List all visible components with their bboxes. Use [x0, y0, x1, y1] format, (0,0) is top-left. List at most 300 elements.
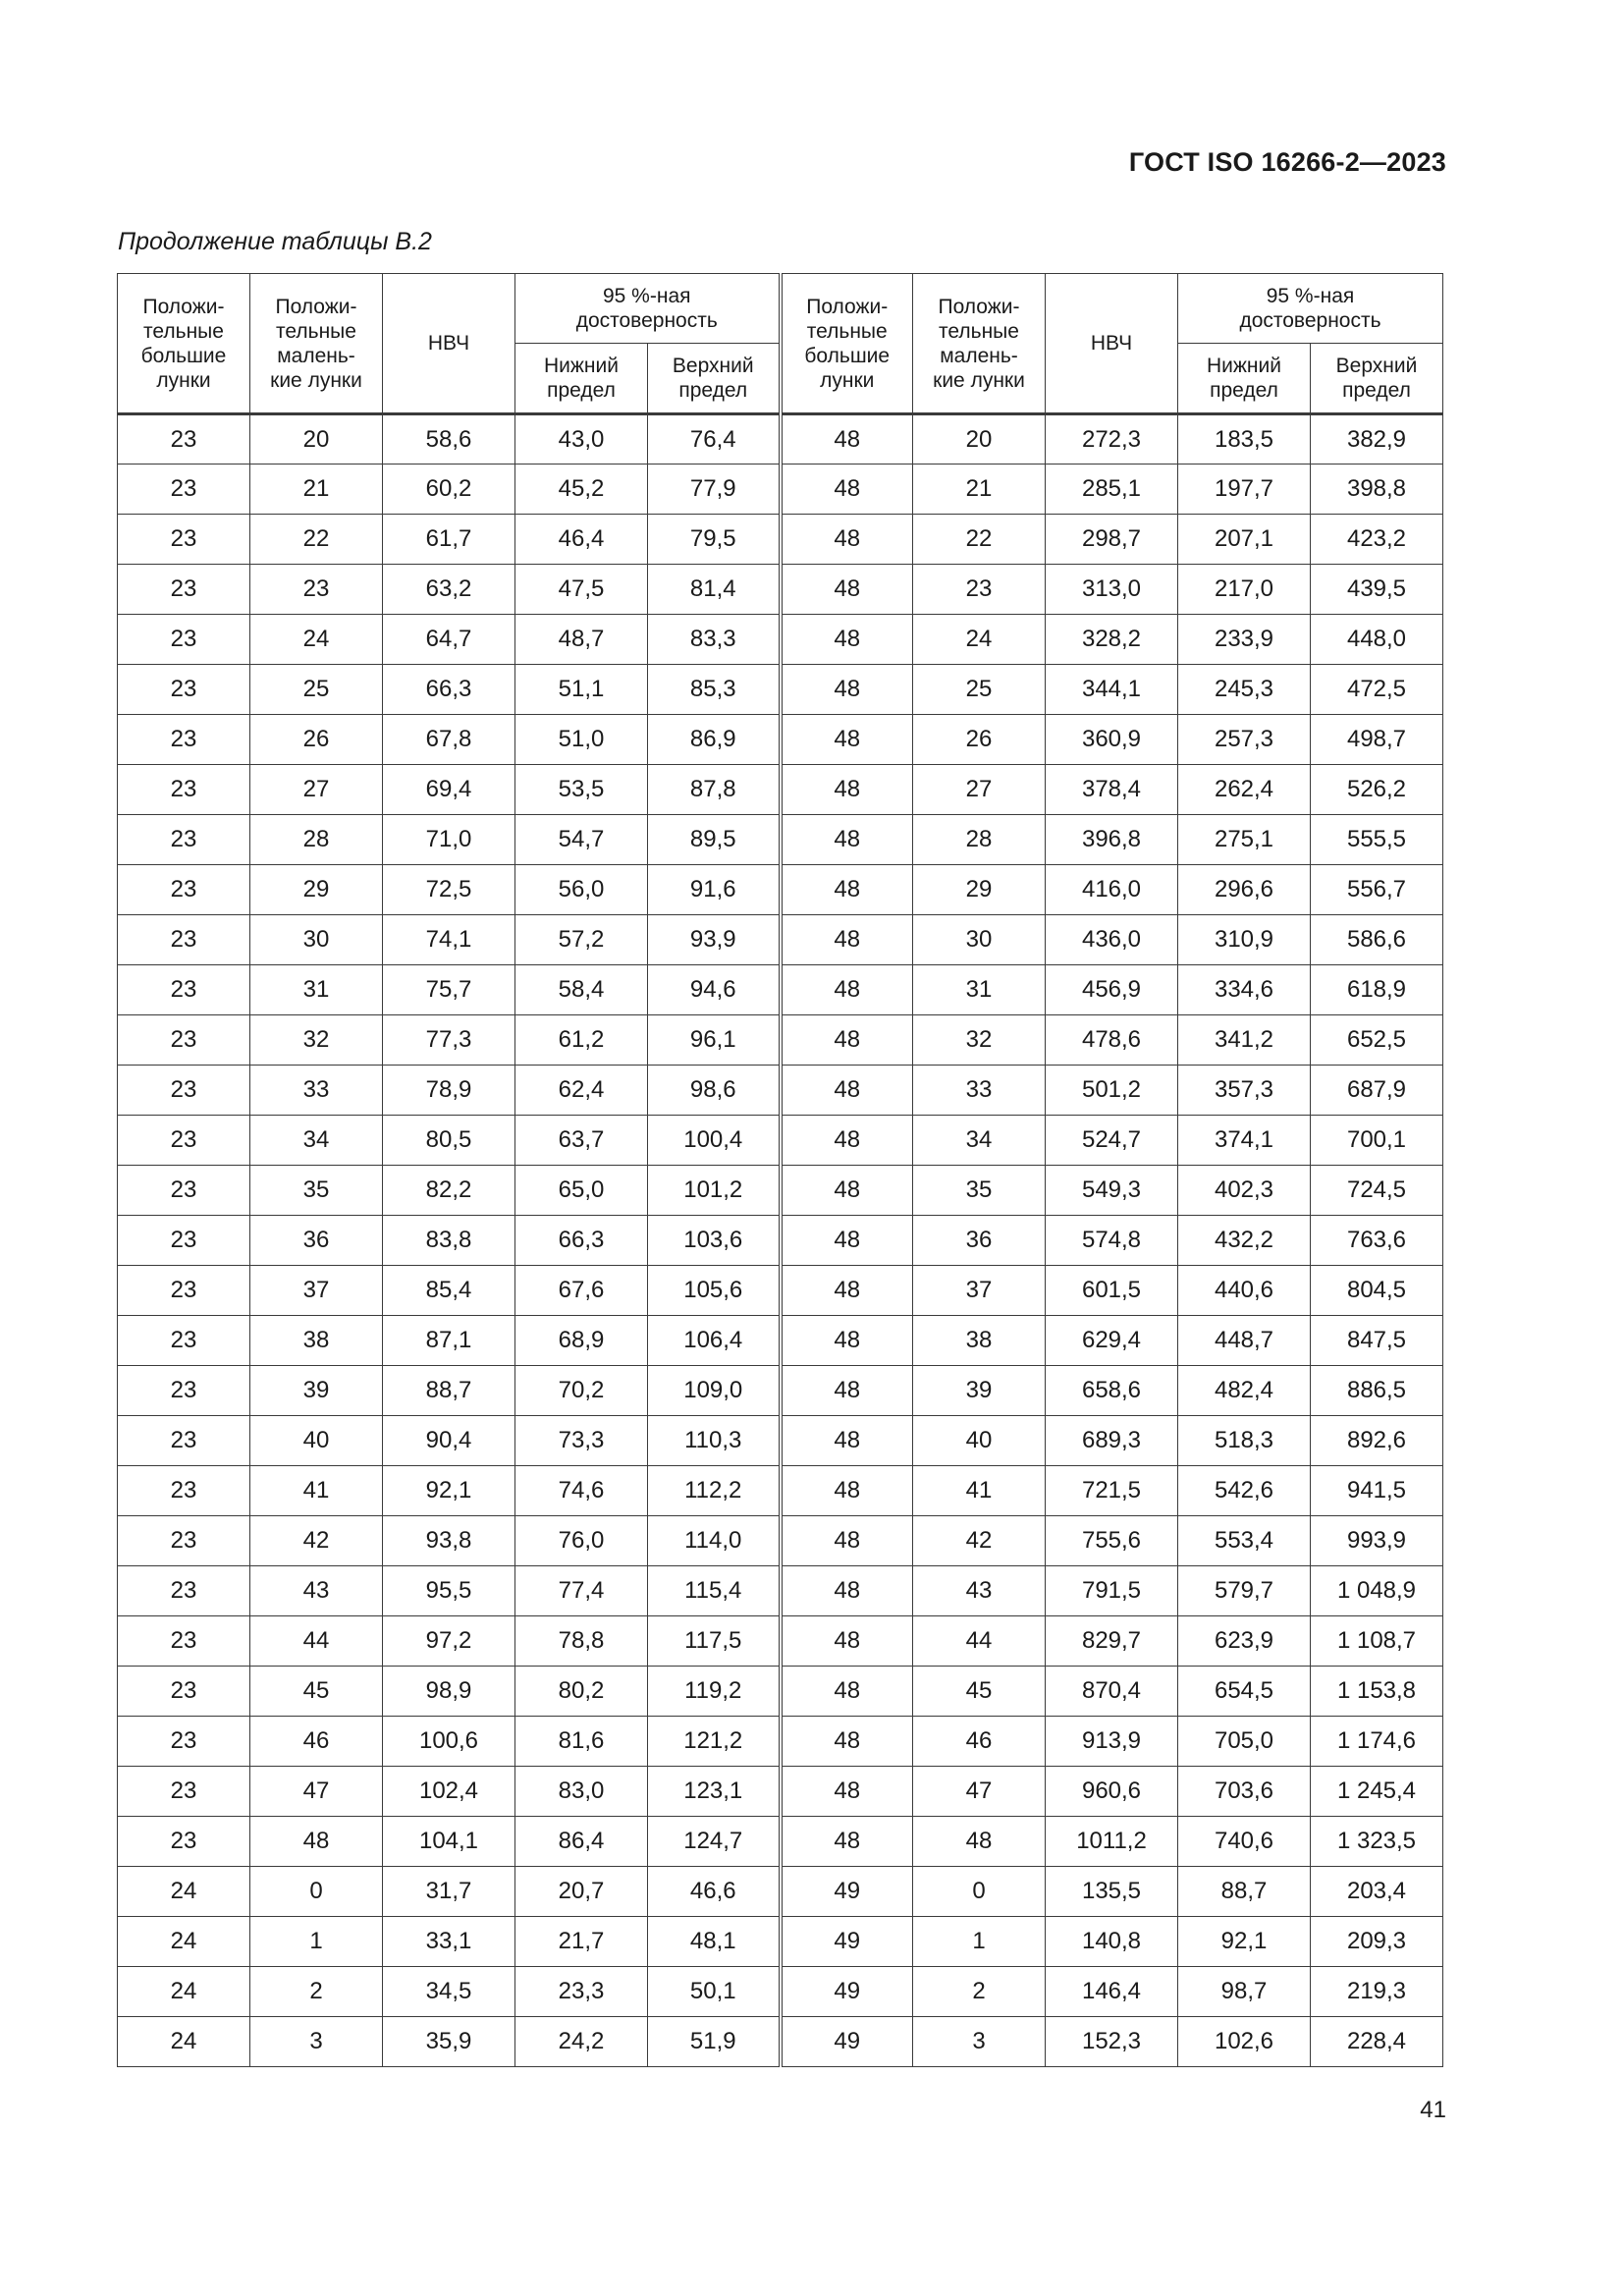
table-cell: 112,2: [648, 1466, 781, 1516]
table-cell: 23: [118, 915, 250, 965]
table-cell: 402,3: [1178, 1166, 1311, 1216]
table-cell: 51,0: [515, 715, 648, 765]
table-cell: 357,3: [1178, 1066, 1311, 1116]
table-cell: 93,9: [648, 915, 781, 965]
table-cell: 245,3: [1178, 665, 1311, 715]
table-cell: 448,7: [1178, 1316, 1311, 1366]
table-cell: 61,7: [383, 515, 515, 565]
table-cell: 23: [118, 1366, 250, 1416]
table-cell: 48: [781, 414, 913, 465]
header-mpn: НВЧ: [383, 274, 515, 414]
table-cell: 334,6: [1178, 965, 1311, 1015]
table-cell: 27: [250, 765, 383, 815]
header-upper-limit: Верхний предел: [648, 344, 781, 414]
table-cell: 74,1: [383, 915, 515, 965]
table-cell: 518,3: [1178, 1416, 1311, 1466]
table-cell: 21: [913, 465, 1046, 515]
table-cell: 553,4: [1178, 1516, 1311, 1566]
table-cell: 601,5: [1046, 1266, 1178, 1316]
table-cell: 724,5: [1311, 1166, 1443, 1216]
table-cell: 1: [913, 1917, 1046, 1967]
table-cell: 23: [118, 1466, 250, 1516]
table-cell: 61,2: [515, 1015, 648, 1066]
table-cell: 94,6: [648, 965, 781, 1015]
table-row: [118, 1166, 1443, 1216]
table-cell: 23: [118, 665, 250, 715]
table-cell: 92,1: [1178, 1917, 1311, 1967]
table-row: [118, 715, 1443, 765]
table-cell: 22: [250, 515, 383, 565]
table-cell: 23: [118, 1817, 250, 1867]
table-cell: 73,3: [515, 1416, 648, 1466]
table-cell: 21,7: [515, 1917, 648, 1967]
table-cell: 360,9: [1046, 715, 1178, 765]
table-row: [118, 565, 1443, 615]
table-cell: 791,5: [1046, 1566, 1178, 1616]
table-cell: 700,1: [1311, 1116, 1443, 1166]
table-cell: 960,6: [1046, 1767, 1178, 1817]
table-cell: 46,4: [515, 515, 648, 565]
table-cell: 56,0: [515, 865, 648, 915]
table-row: [118, 1516, 1443, 1566]
table-cell: 432,2: [1178, 1216, 1311, 1266]
table-cell: 23: [118, 1667, 250, 1717]
table-cell: 54,7: [515, 815, 648, 865]
header-mpn-right: НВЧ: [1046, 274, 1178, 414]
table-cell: 63,7: [515, 1116, 648, 1166]
table-cell: 100,4: [648, 1116, 781, 1166]
table-cell: 74,6: [515, 1466, 648, 1516]
table-cell: 886,5: [1311, 1366, 1443, 1416]
table-cell: 76,4: [648, 414, 781, 465]
table-cell: 285,1: [1046, 465, 1178, 515]
table-cell: 98,9: [383, 1667, 515, 1717]
table-cell: 100,6: [383, 1717, 515, 1767]
table-cell: 49: [781, 1917, 913, 1967]
table-cell: 703,6: [1178, 1767, 1311, 1817]
table-cell: 23: [913, 565, 1046, 615]
table-cell: 207,1: [1178, 515, 1311, 565]
table-cell: 1 174,6: [1311, 1717, 1443, 1767]
table-cell: 1 153,8: [1311, 1667, 1443, 1717]
table-cell: 83,0: [515, 1767, 648, 1817]
table-cell: 524,7: [1046, 1116, 1178, 1166]
table-cell: 83,8: [383, 1216, 515, 1266]
table-cell: 67,6: [515, 1266, 648, 1316]
table-cell: 47: [250, 1767, 383, 1817]
table-cell: 23: [118, 1316, 250, 1366]
table-cell: 102,6: [1178, 2017, 1311, 2067]
table-cell: 23: [118, 1767, 250, 1817]
table-cell: 48: [913, 1817, 1046, 1867]
table-cell: 44: [250, 1616, 383, 1667]
table-cell: 47,5: [515, 565, 648, 615]
table-row: [118, 515, 1443, 565]
table-cell: 37: [250, 1266, 383, 1316]
table-cell: 658,6: [1046, 1366, 1178, 1416]
table-cell: 65,0: [515, 1166, 648, 1216]
table-cell: 3: [250, 2017, 383, 2067]
table-cell: 40: [913, 1416, 1046, 1466]
table-cell: 24: [913, 615, 1046, 665]
table-cell: 41: [913, 1466, 1046, 1516]
table-cell: 121,2: [648, 1717, 781, 1767]
table-row: [118, 1917, 1443, 1967]
table-cell: 436,0: [1046, 915, 1178, 965]
table-row: [118, 615, 1443, 665]
table-cell: 20,7: [515, 1867, 648, 1917]
table-cell: 41: [250, 1466, 383, 1516]
table-cell: 49: [781, 2017, 913, 2067]
table-cell: 913,9: [1046, 1717, 1178, 1767]
table-cell: 81,4: [648, 565, 781, 615]
table-cell: 62,4: [515, 1066, 648, 1116]
table-row: [118, 965, 1443, 1015]
table-cell: 20: [250, 414, 383, 465]
table-cell: 35: [913, 1166, 1046, 1216]
table-cell: 2: [913, 1967, 1046, 2017]
table-cell: 72,5: [383, 865, 515, 915]
table-cell: 33: [250, 1066, 383, 1116]
table-cell: 95,5: [383, 1566, 515, 1616]
table-cell: 556,7: [1311, 865, 1443, 915]
table-cell: 23: [118, 1416, 250, 1466]
table-cell: 23: [118, 1066, 250, 1116]
table-cell: 31: [913, 965, 1046, 1015]
table-cell: 58,4: [515, 965, 648, 1015]
table-cell: 117,5: [648, 1616, 781, 1667]
table-cell: 48: [781, 1566, 913, 1616]
table-row: [118, 1867, 1443, 1917]
table-cell: 755,6: [1046, 1516, 1178, 1566]
table-cell: 847,5: [1311, 1316, 1443, 1366]
table-cell: 29: [913, 865, 1046, 915]
table-cell: 123,1: [648, 1767, 781, 1817]
table-cell: 88,7: [1178, 1867, 1311, 1917]
table-cell: 382,9: [1311, 414, 1443, 465]
table-cell: 23: [118, 1216, 250, 1266]
table-cell: 24: [118, 1917, 250, 1967]
table-cell: 34,5: [383, 1967, 515, 2017]
table-row: [118, 1667, 1443, 1717]
table-cell: 77,4: [515, 1566, 648, 1616]
table-row: [118, 865, 1443, 915]
table-cell: 48: [781, 1116, 913, 1166]
table-body: [118, 414, 1443, 2067]
table-cell: 26: [250, 715, 383, 765]
table-cell: 423,2: [1311, 515, 1443, 565]
table-cell: 77,9: [648, 465, 781, 515]
table-cell: 48: [781, 1166, 913, 1216]
table-cell: 40: [250, 1416, 383, 1466]
table-cell: 35,9: [383, 2017, 515, 2067]
table-cell: 654,5: [1178, 1667, 1311, 1717]
table-cell: 49: [781, 1967, 913, 2017]
table-row: [118, 765, 1443, 815]
table-cell: 23: [118, 465, 250, 515]
table-cell: 124,7: [648, 1817, 781, 1867]
table-cell: 92,1: [383, 1466, 515, 1516]
table-cell: 23: [118, 1616, 250, 1667]
table-cell: 31,7: [383, 1867, 515, 1917]
table-cell: 439,5: [1311, 565, 1443, 615]
table-cell: 81,6: [515, 1717, 648, 1767]
table-cell: 43: [250, 1566, 383, 1616]
table-cell: 48: [781, 1817, 913, 1867]
table-cell: 82,2: [383, 1166, 515, 1216]
table-cell: 46: [250, 1717, 383, 1767]
table-cell: 1: [250, 1917, 383, 1967]
table-cell: 549,3: [1046, 1166, 1178, 1216]
table-cell: 48: [781, 815, 913, 865]
table-cell: 23: [118, 515, 250, 565]
table-cell: 78,9: [383, 1066, 515, 1116]
table-row: [118, 414, 1443, 465]
table-cell: 47: [913, 1767, 1046, 1817]
table-cell: 86,9: [648, 715, 781, 765]
table-row: [118, 1717, 1443, 1767]
table-cell: 687,9: [1311, 1066, 1443, 1116]
table-row: [118, 1416, 1443, 1466]
table-cell: 48: [781, 865, 913, 915]
table-cell: 42: [913, 1516, 1046, 1566]
table-cell: 57,2: [515, 915, 648, 965]
table-cell: 48: [781, 1667, 913, 1717]
table-row: [118, 2017, 1443, 2067]
table-cell: 586,6: [1311, 915, 1443, 965]
table-cell: 1011,2: [1046, 1817, 1178, 1867]
table-cell: 51,1: [515, 665, 648, 715]
table-cell: 183,5: [1178, 414, 1311, 465]
table-cell: 498,7: [1311, 715, 1443, 765]
table-row: [118, 1616, 1443, 1667]
table-cell: 48: [781, 1366, 913, 1416]
table-cell: 26: [913, 715, 1046, 765]
table-cell: 629,4: [1046, 1316, 1178, 1366]
table-cell: 25: [913, 665, 1046, 715]
table-cell: 341,2: [1178, 1015, 1311, 1066]
table-cell: 48: [781, 515, 913, 565]
header-lower-limit: Нижний предел: [515, 344, 648, 414]
table-cell: 87,1: [383, 1316, 515, 1366]
table-row: [118, 1566, 1443, 1616]
table-caption: Продолжение таблицы В.2: [118, 228, 432, 255]
table-cell: 23: [118, 1717, 250, 1767]
table-cell: 66,3: [383, 665, 515, 715]
table-cell: 85,4: [383, 1266, 515, 1316]
table-cell: 34: [250, 1116, 383, 1166]
table-cell: 23: [118, 1015, 250, 1066]
table-cell: 203,4: [1311, 1867, 1443, 1917]
table-cell: 146,4: [1046, 1967, 1178, 2017]
table-cell: 60,2: [383, 465, 515, 515]
table-cell: 398,8: [1311, 465, 1443, 515]
table-cell: 23: [118, 565, 250, 615]
table-cell: 48: [781, 1066, 913, 1116]
table-cell: 70,2: [515, 1366, 648, 1416]
table-cell: 48,1: [648, 1917, 781, 1967]
mpn-table-container: [117, 273, 1443, 2067]
table-cell: 24: [118, 1867, 250, 1917]
table-cell: 23: [118, 414, 250, 465]
table-cell: 115,4: [648, 1566, 781, 1616]
table-cell: 80,2: [515, 1667, 648, 1717]
table-cell: 27: [913, 765, 1046, 815]
table-cell: 152,3: [1046, 2017, 1178, 2067]
table-cell: 20: [913, 414, 1046, 465]
table-cell: 763,6: [1311, 1216, 1443, 1266]
table-cell: 440,6: [1178, 1266, 1311, 1316]
table-cell: 0: [250, 1867, 383, 1917]
table-cell: 110,3: [648, 1416, 781, 1466]
table-cell: 23: [118, 1516, 250, 1566]
table-cell: 45,2: [515, 465, 648, 515]
table-row: [118, 1216, 1443, 1266]
table-cell: 102,4: [383, 1767, 515, 1817]
table-cell: 33,1: [383, 1917, 515, 1967]
table-cell: 48: [781, 1416, 913, 1466]
table-cell: 24: [118, 1967, 250, 2017]
header-confidence-right: 95 %-ная достоверность: [1178, 274, 1443, 344]
table-cell: 37: [913, 1266, 1046, 1316]
table-cell: 71,0: [383, 815, 515, 865]
table-cell: 91,6: [648, 865, 781, 915]
table-cell: 22: [913, 515, 1046, 565]
table-cell: 23: [118, 1566, 250, 1616]
table-cell: 23: [118, 765, 250, 815]
table-cell: 197,7: [1178, 465, 1311, 515]
table-cell: 941,5: [1311, 1466, 1443, 1516]
table-cell: 574,8: [1046, 1216, 1178, 1266]
table-cell: 98,6: [648, 1066, 781, 1116]
table-cell: 870,4: [1046, 1667, 1178, 1717]
table-row: [118, 915, 1443, 965]
table-cell: 66,3: [515, 1216, 648, 1266]
table-cell: 39: [913, 1366, 1046, 1416]
table-cell: 478,6: [1046, 1015, 1178, 1066]
table-cell: 31: [250, 965, 383, 1015]
table-cell: 39: [250, 1366, 383, 1416]
table-cell: 38: [913, 1316, 1046, 1366]
table-cell: 48: [781, 715, 913, 765]
table-cell: 28: [250, 815, 383, 865]
table-cell: 69,4: [383, 765, 515, 815]
table-row: [118, 1767, 1443, 1817]
table-row: [118, 1015, 1443, 1066]
table-row: [118, 1316, 1443, 1366]
table-cell: 64,7: [383, 615, 515, 665]
table-row: [118, 665, 1443, 715]
table-cell: 23: [118, 1166, 250, 1216]
table-cell: 721,5: [1046, 1466, 1178, 1516]
table-cell: 58,6: [383, 414, 515, 465]
page-number: 41: [1420, 2097, 1446, 2123]
table-cell: 79,5: [648, 515, 781, 565]
table-cell: 23,3: [515, 1967, 648, 2017]
table-cell: 48: [250, 1817, 383, 1867]
table-cell: 67,8: [383, 715, 515, 765]
table-cell: 43: [913, 1566, 1046, 1616]
table-cell: 85,3: [648, 665, 781, 715]
table-cell: 24,2: [515, 2017, 648, 2067]
table-cell: 32: [913, 1015, 1046, 1066]
table-cell: 28: [913, 815, 1046, 865]
table-cell: 48: [781, 1717, 913, 1767]
table-cell: 114,0: [648, 1516, 781, 1566]
table-cell: 38: [250, 1316, 383, 1366]
table-row: [118, 1266, 1443, 1316]
table-cell: 23: [118, 865, 250, 915]
header-lower-limit-right: Нижний предел: [1178, 344, 1311, 414]
table-cell: 32: [250, 1015, 383, 1066]
table-cell: 42: [250, 1516, 383, 1566]
table-cell: 740,6: [1178, 1817, 1311, 1867]
table-cell: 526,2: [1311, 765, 1443, 815]
table-row: [118, 1466, 1443, 1516]
table-cell: 105,6: [648, 1266, 781, 1316]
table-cell: 30: [250, 915, 383, 965]
table-cell: 48: [781, 465, 913, 515]
table-cell: 3: [913, 2017, 1046, 2067]
table-cell: 892,6: [1311, 1416, 1443, 1466]
table-cell: 43,0: [515, 414, 648, 465]
table-cell: 618,9: [1311, 965, 1443, 1015]
table-cell: 48,7: [515, 615, 648, 665]
table-cell: 396,8: [1046, 815, 1178, 865]
table-cell: 1 323,5: [1311, 1817, 1443, 1867]
table-cell: 48: [781, 665, 913, 715]
table-cell: 103,6: [648, 1216, 781, 1266]
table-cell: 623,9: [1178, 1616, 1311, 1667]
header-large-wells-right: Положи- тельные большие лунки: [781, 274, 913, 414]
table-cell: 23: [118, 715, 250, 765]
mpn-table: [117, 273, 1443, 2067]
table-cell: 48: [781, 1266, 913, 1316]
table-cell: 106,4: [648, 1316, 781, 1366]
table-cell: 542,6: [1178, 1466, 1311, 1516]
table-cell: 652,5: [1311, 1015, 1443, 1066]
table-cell: 25: [250, 665, 383, 715]
table-cell: 804,5: [1311, 1266, 1443, 1316]
table-cell: 482,4: [1178, 1366, 1311, 1416]
table-cell: 472,5: [1311, 665, 1443, 715]
table-cell: 50,1: [648, 1967, 781, 2017]
table-cell: 344,1: [1046, 665, 1178, 715]
table-cell: 298,7: [1046, 515, 1178, 565]
table-row: [118, 465, 1443, 515]
table-cell: 48: [781, 565, 913, 615]
header-upper-limit-right: Верхний предел: [1311, 344, 1443, 414]
table-cell: 88,7: [383, 1366, 515, 1416]
table-cell: 83,3: [648, 615, 781, 665]
table-cell: 48: [781, 1616, 913, 1667]
table-cell: 313,0: [1046, 565, 1178, 615]
table-cell: 228,4: [1311, 2017, 1443, 2067]
table-row: [118, 1366, 1443, 1416]
table-cell: 48: [781, 965, 913, 1015]
table-cell: 76,0: [515, 1516, 648, 1566]
table-cell: 1 048,9: [1311, 1566, 1443, 1616]
table-cell: 993,9: [1311, 1516, 1443, 1566]
table-cell: 217,0: [1178, 565, 1311, 615]
table-cell: 23: [250, 565, 383, 615]
table-cell: 48: [781, 765, 913, 815]
table-cell: 34: [913, 1116, 1046, 1166]
table-row: [118, 1116, 1443, 1166]
table-cell: 416,0: [1046, 865, 1178, 915]
table-cell: 48: [781, 1216, 913, 1266]
table-cell: 23: [118, 965, 250, 1015]
